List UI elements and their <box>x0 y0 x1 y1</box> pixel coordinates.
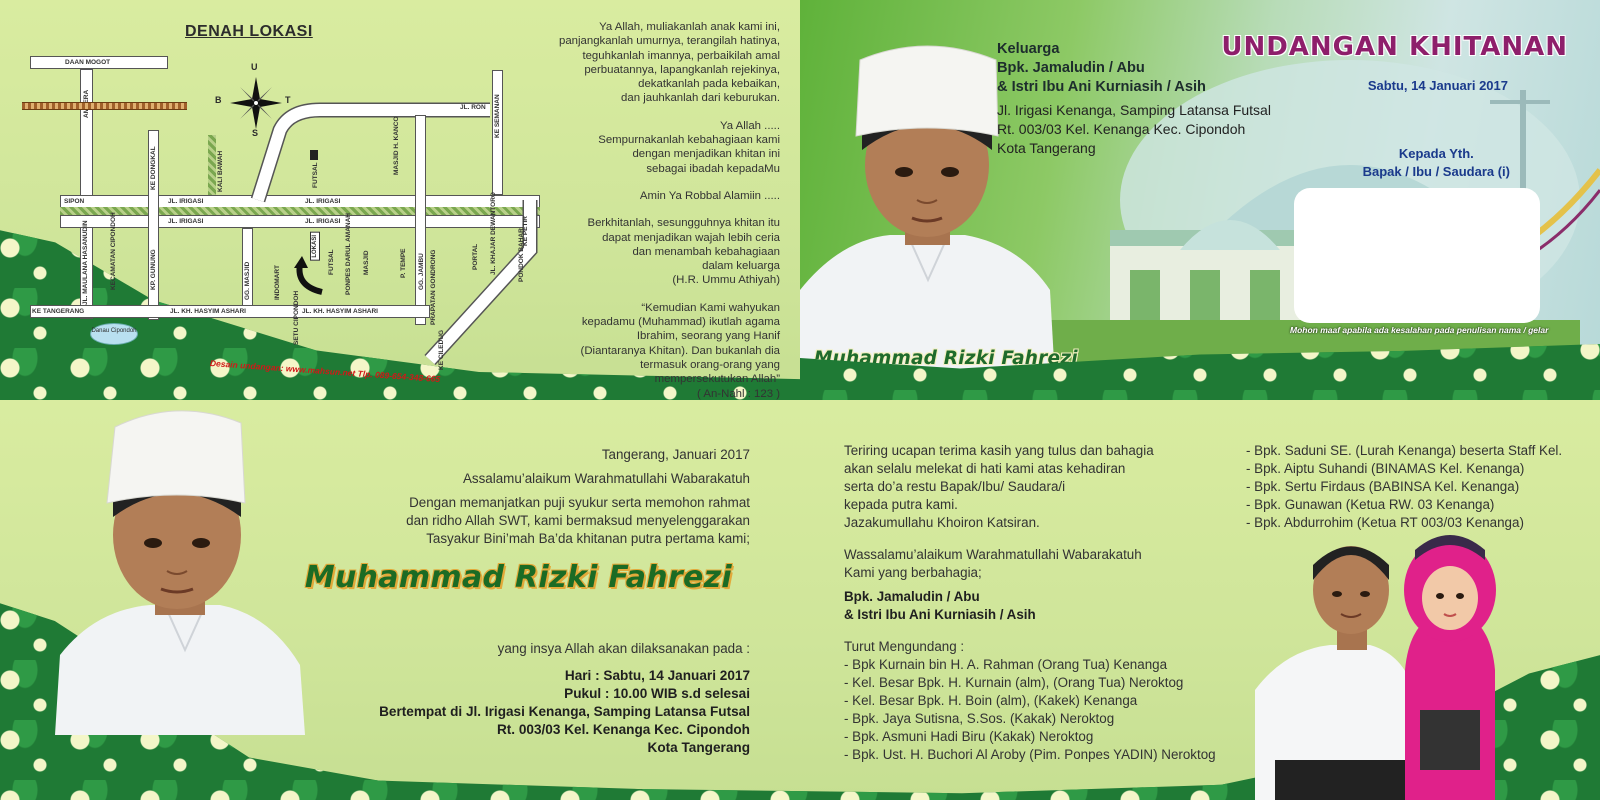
greeting: Assalamu’alaikum Warahmatullahi Wabarakatuh <box>462 471 750 486</box>
label-pondok-bahar: PONDOK BAHAR <box>518 228 525 282</box>
kali-bawah-river <box>208 135 216 195</box>
label-ke-tangerang: KE TANGERANG <box>32 308 85 315</box>
thanks-line: Jazakumullahu Khoiron Katsiran. <box>844 515 1040 530</box>
label-jl-irigasi-3: JL. IRIGASI <box>305 198 341 205</box>
signer-father: Bpk. Jamaludin / Abu <box>844 589 980 604</box>
prayer-paragraph: Ya Allah ..... Sempurnakanlah kebahagiaan kami dengan menjadikan khitan ini sebagai ibadah kepadaMu <box>598 119 780 175</box>
address-line: Kota Tangerang <box>997 140 1096 156</box>
compass-east: T <box>285 95 291 105</box>
location-map <box>20 20 550 385</box>
recipient-name-box[interactable] <box>1294 188 1540 323</box>
list-item: - Bpk. Aiptu Suhandi (BINAMAS Kel. Kenanga) <box>1246 461 1525 476</box>
label-ke-semanan: KE SEMANAN <box>494 94 501 138</box>
label-futsal-bottom: FUTSAL <box>328 249 335 275</box>
signer-mother: & Istri Ibu Ani Kurniasih / Asih <box>844 607 1036 622</box>
closing-greeting: Wassalamu’alaikum Warahmatullahi Wabarakatuh <box>844 547 1142 562</box>
label-jl-khajar-dewantoro: JL. KHAJAR DEWANTORO <box>490 192 497 275</box>
invitation-title: UNDANGAN KHITANAN <box>1221 32 1568 62</box>
address-line: Jl. Irigasi Kenanga, Samping Latansa Futsal <box>997 102 1271 118</box>
child-portrait <box>55 405 305 735</box>
prayer-text <box>520 20 780 400</box>
family-label: Keluarga <box>997 41 1060 57</box>
label-kecamatan-cipondoh: KECAMATAN CIPONDOH <box>110 212 117 290</box>
letter-opening <box>310 446 750 548</box>
railway-track <box>22 102 187 110</box>
prayer-paragraph: Ya Allah, muliakanlah anak kami ini, panjangkanlah umurnya, terangilah hatinya, teguhkanlah imannya, perbaikilah amal perbuatannya, lapangkanlah rejekinya, dekatkanlah pada kebaikan, dan jauhkanlah dari keburukan. <box>558 21 780 105</box>
label-jl-ron: JL. RON <box>460 104 486 111</box>
list-item: - Kel. Besar Bpk. H. Kurnain (alm), (Orang Tua) Neroktog <box>844 675 1184 690</box>
event-details <box>310 640 750 757</box>
event-time: Pukul : 10.00 WIB s.d selesai <box>564 686 750 701</box>
futsal-marker <box>310 150 318 160</box>
letter-closing <box>844 442 1244 764</box>
event-day: Hari : Sabtu, 14 Januari 2017 <box>564 668 750 683</box>
event-venue: Rt. 003/03 Kel. Kenanga Kec. Cipondoh <box>496 722 750 737</box>
list-item: - Bpk. Saduni SE. (Lurah Kenanga) beserta Staff Kel. <box>1246 443 1563 458</box>
list-item: - Bpk. Abdurrohim (Ketua RT 003/03 Kenanga) <box>1246 515 1524 530</box>
danau-cipondoh-lake: Danau Cipondoh <box>90 323 138 345</box>
recipient-heading <box>1363 145 1510 181</box>
label-jl-maulana-hasanudin: JL. MAULANA HASANUDIN <box>82 220 89 305</box>
thanks-line: Teriring ucapan terima kasih yang tulus dan bahagia <box>844 443 1154 458</box>
map-title: DENAH LOKASI <box>185 23 313 40</box>
label-indomart: INDOMART <box>274 264 281 300</box>
label-jl-kh-hasyim-ashari-2: JL. KH. HASYIM ASHARI <box>302 308 378 315</box>
label-ke-ciledug: KE CILEDUG <box>438 329 445 370</box>
label-kali-bawah: KALI BAWAH <box>217 150 224 192</box>
place-date: Tangerang, Januari 2017 <box>601 447 750 462</box>
event-venue: Bertempat di Jl. Irigasi Kenanga, Samping Latansa Futsal <box>379 704 750 719</box>
list-item: - Kel. Besar Bpk. H. Boin (alm), (Kakek) Kenanga <box>844 693 1138 708</box>
label-ponpes-darul-amanah: PONPES DARUL AMANAH <box>345 213 352 295</box>
address-line: Rt. 003/03 Kel. Kenanga Kec. Cipondoh <box>997 121 1246 137</box>
event-venue: Kota Tangerang <box>647 740 750 755</box>
label-ke-dongkal: KE DONGKAL <box>150 146 157 190</box>
label-jl-kh-hasyim-ashari-1: JL. KH. HASYIM ASHARI <box>170 308 246 315</box>
label-portal: PORTAL <box>472 243 479 270</box>
label-jl-irigasi-2: JL. IRIGASI <box>168 218 204 225</box>
list-item: - Bpk. Jaya Sutisna, S.Sos. (Kakak) Neroktog <box>844 711 1115 726</box>
label-jl-irigasi-4: JL. IRIGASI <box>305 218 341 225</box>
thanks-line: akan selalu melekat di hati kami atas kehadiran <box>844 461 1126 476</box>
label-daan-mogot: DAAN MOGOT <box>65 59 111 66</box>
list-item: - Bpk. Gunawan (Ketua RW. 03 Kenanga) <box>1246 497 1495 512</box>
compass-south: S <box>252 128 259 138</box>
name-apology-note: Mohon maaf apabila ada kesalahan pada penulisan nama / gelar <box>1290 325 1549 335</box>
label-sipon: SIPON <box>64 198 85 205</box>
hadith-paragraph: Berkhitanlah, sesungguhnya khitan itu dapat menjadikan wajah lebih ceria dan menambah kebahagiaan dalam keluarga (H.R. Ummu Athiyah) <box>587 217 780 287</box>
mother-name: & Istri Ibu Ani Kurniasih / Asih <box>997 79 1206 95</box>
officials-list <box>1246 442 1596 532</box>
invitation-cover <box>800 0 1600 400</box>
compass-west: B <box>215 95 222 105</box>
label-kp-gunung: KP. GUNUNG <box>150 249 157 290</box>
label-masjid: MASJID <box>363 250 370 275</box>
label-futsal-top: FUTSAL <box>312 162 319 188</box>
label-masjid-h-kanco: MASJID H. KANCO <box>393 116 400 175</box>
label-jl-irigasi-1: JL. IRIGASI <box>168 198 204 205</box>
label-gg-masjid: GG. MASJID <box>244 261 251 300</box>
invitation-date: Sabtu, 14 Januari 2017 <box>1367 78 1508 93</box>
father-name: Bpk. Jamaludin / Abu <box>997 60 1145 76</box>
quran-verse-paragraph: “Kemudian Kami wahyukan kepadamu (Muhammad) ikutlah agama Ibrahim, seorang yang Hanif (Diantaranya Khitan). Dan bukanlah dia termasuk orang-orang yang mempersekutukan Allah” ( An-Nahl : 123 ) <box>580 301 780 400</box>
label-prapatan-gondrong: PRAPATAN GONDRONG <box>430 249 437 325</box>
lokasi-marker: LOKASI <box>310 232 320 261</box>
list-item: - Bpk. Ust. H. Buchori Al Aroby (Pim. Ponpes YADIN) Neroktog <box>844 747 1216 762</box>
siblings-photo <box>1255 520 1505 800</box>
label-setu-cipondoh: SETU CIPONDOH <box>293 290 300 345</box>
compass-north: U <box>251 62 258 72</box>
turut-mengundang-heading: Turut Mengundang : <box>844 639 965 654</box>
cover-child-name: Muhammad Rizki Fahrezi <box>814 348 1078 369</box>
label-p-tempe: P. TEMPE <box>400 248 407 278</box>
label-gg-jambu: GG. JAMBU <box>418 253 425 290</box>
list-item: - Bpk. Sertu Firdaus (BABINSA Kel. Kenanga) <box>1246 479 1520 494</box>
intro-line: Tasyakur Bini’mah Ba’da khitanan putra pertama kami; <box>426 531 750 546</box>
kepada-yth: Kepada Yth. <box>1398 146 1474 161</box>
letter-child-name: Muhammad Rizki Fahrezi <box>304 560 732 595</box>
thanks-line: kepada putra kami. <box>844 497 958 512</box>
thanks-line: serta do’a restu Bapak/Ibu/ Saudara/i <box>844 479 1066 494</box>
intro-line: dan ridho Allah SWT, kami bermaksud menyelenggarakan <box>406 513 750 528</box>
intro-line: Dengan memanjatkan puji syukur serta memohon rahmat <box>409 495 750 510</box>
design-credit: Desain undangan: www.mahsun.net Tlp. 089-654-348-665 <box>209 358 441 385</box>
list-item: - Bpk Kurnain bin H. A. Rahman (Orang Tua) Kenanga <box>844 657 1168 672</box>
held-on-line: yang insya Allah akan dilaksanakan pada : <box>497 641 750 656</box>
prayer-paragraph: Amin Ya Robbal Alamiin ..... <box>639 189 780 202</box>
list-item: - Bpk. Asmuni Hadi Biru (Kakak) Neroktog <box>844 729 1094 744</box>
label-ke-petir: KE PETIR <box>522 216 529 246</box>
signed-by: Kami yang berbahagia; <box>844 565 982 580</box>
kepada-salutation: Bapak / Ibu / Saudara (i) <box>1362 164 1510 179</box>
invitation-letter-panel <box>0 400 1600 800</box>
